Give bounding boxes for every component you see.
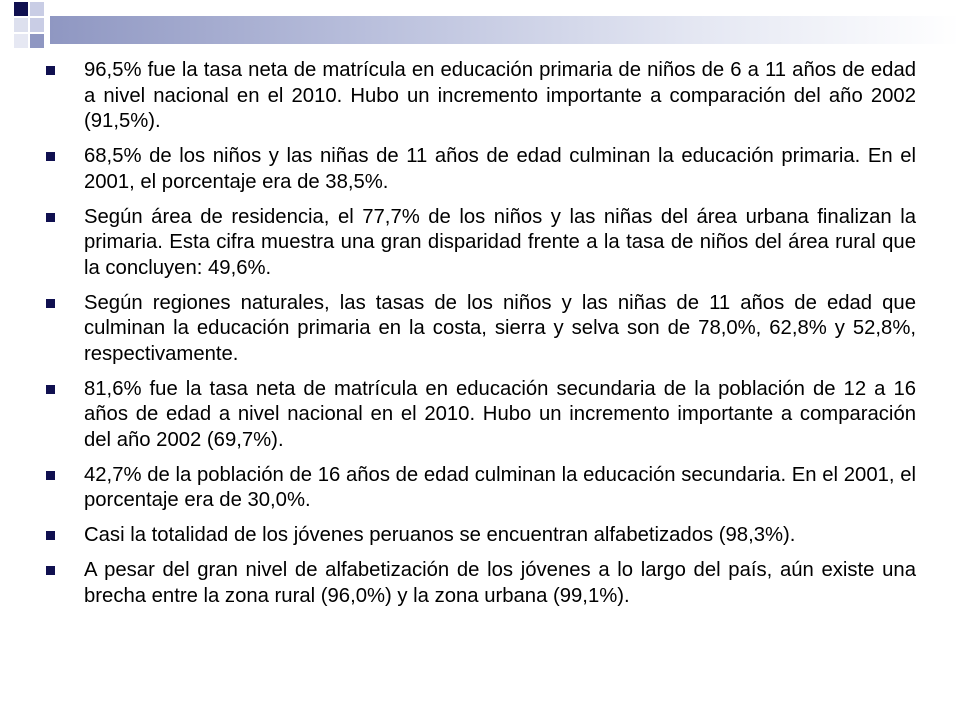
square-bullet-icon bbox=[46, 152, 55, 161]
header-gradient-bar bbox=[50, 16, 960, 44]
deco-square-light bbox=[30, 18, 44, 32]
bullet-text: Según regiones naturales, las tasas de los niños y las niñas de 11 años de edad que culminan la educación primaria en la costa, sierra y selva son de 78,0%, 62,8% y 52,8%, respectivamente. bbox=[84, 291, 916, 365]
list-item bbox=[46, 205, 916, 282]
list-item bbox=[46, 463, 916, 514]
square-bullet-icon bbox=[46, 385, 55, 394]
deco-square-dark bbox=[14, 2, 28, 16]
bullet-list bbox=[46, 58, 916, 619]
bullet-text: 42,7% de la población de 16 años de edad culminan la educación secundaria. En el 2001, el porcentaje era de 30,0%. bbox=[84, 463, 916, 511]
square-bullet-icon bbox=[46, 566, 55, 575]
list-item bbox=[46, 144, 916, 195]
deco-square-light bbox=[14, 18, 28, 32]
bullet-text: Según área de residencia, el 77,7% de los niños y las niñas del área urbana finalizan la primaria. Esta cifra muestra una gran disparidad frente a la tasa de niños del área rural que la concluyen: 49,6%. bbox=[84, 205, 916, 279]
list-item bbox=[46, 377, 916, 454]
deco-square-light bbox=[14, 34, 28, 48]
square-bullet-icon bbox=[46, 471, 55, 480]
decorative-header bbox=[0, 0, 960, 60]
bullet-text: A pesar del gran nivel de alfabetización de los jóvenes a lo largo del país, aún existe una brecha entre la zona rural (96,0%) y la zona urbana (99,1%). bbox=[84, 559, 916, 607]
deco-square-mid bbox=[30, 34, 44, 48]
list-item bbox=[46, 523, 916, 549]
bullet-text: 68,5% de los niños y las niñas de 11 años de edad culminan la educación primaria. En el 2001, el porcentaje era de 38,5%. bbox=[84, 145, 916, 193]
list-item bbox=[46, 558, 916, 609]
bullet-text: 81,6% fue la tasa neta de matrícula en educación secundaria de la población de 12 a 16 años de edad a nivel nacional en el 2010. Hubo un incremento importante a comparación del año 2002 (69,7%). bbox=[84, 377, 916, 451]
bullet-text: Casi la totalidad de los jóvenes peruanos se encuentran alfabetizados (98,3%). bbox=[84, 524, 796, 546]
deco-square-light bbox=[30, 2, 44, 16]
list-item bbox=[46, 291, 916, 368]
square-bullet-icon bbox=[46, 299, 55, 308]
bullet-text: 96,5% fue la tasa neta de matrícula en educación primaria de niños de 6 a 11 años de edad a nivel nacional en el 2010. Hubo un incremento importante a comparación del año 2002 (91,5%). bbox=[84, 59, 916, 132]
square-bullet-icon bbox=[46, 66, 55, 75]
square-bullet-icon bbox=[46, 213, 55, 222]
list-item bbox=[46, 58, 916, 135]
square-bullet-icon bbox=[46, 531, 55, 540]
